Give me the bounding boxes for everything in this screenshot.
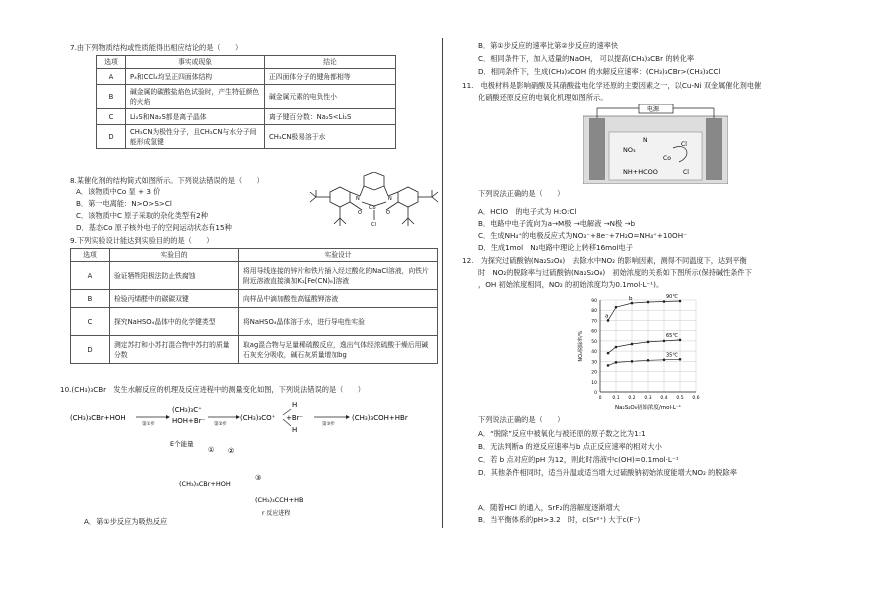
y-tick-label: 40 <box>591 350 597 356</box>
series-label: 90℃ <box>666 294 678 301</box>
q11-stem-line: 化硝酸还原反应的电氧化机理如图所示。 <box>478 93 608 102</box>
y-tick-label: 60 <box>591 329 597 335</box>
x-axis-label: Na₂S₂O₈初始浓度/mol·L⁻¹ <box>615 405 681 411</box>
eq-step-3: 第③步 <box>322 422 336 427</box>
table-cell: 将用导线连接的锌片和铁片插入经过酸化的NaCl溶液，向铁片附近溶液直接滴加K₃[Fe(CN)₆]溶液 <box>239 262 438 290</box>
q9-stem: 9.下列实验设计能达到实验目的的是（ ） <box>70 236 214 245</box>
table-cell: Li₂S和Na₂S都是离子晶体 <box>126 109 265 125</box>
label-nh: NH+HCOO <box>623 168 658 176</box>
q12-option-b: B．无法判断a 的逆反应速率与b 点正反应速率的相对大小 <box>478 442 662 451</box>
table-cell: 探究NaHSO₄晶体中的化学键类型 <box>110 308 239 336</box>
header-cell: 实验设计 <box>239 249 438 262</box>
data-point <box>615 361 618 364</box>
eq-start: (CH₃)₃CBr+HOH <box>70 414 126 422</box>
data-point <box>607 364 610 367</box>
x-tick-label: 0.3 <box>644 396 652 401</box>
table-cell: CH₃CN极易溶于水 <box>265 125 396 149</box>
q10-mechanism-figure <box>62 398 440 533</box>
table-cell: B <box>71 290 110 308</box>
bottom-option-b: B．当平衡体系的pH>3.2 时，c(Sr²⁺) 大于c(F⁻) <box>478 515 641 524</box>
q12-option-c: C．若 b 点对应的pH 为12，则此时溶液中c(OH)=0.1mol·L⁻¹ <box>478 455 679 464</box>
table-row <box>97 69 396 85</box>
label-cl: Cl <box>681 141 687 148</box>
q11-option-c: C．生成NH₄⁺的电极反应式为NO₃⁻+8e⁻+7H₂O=NH₄⁺+10OH⁻ <box>478 231 687 240</box>
eq-h: H <box>292 426 298 434</box>
table-cell: A <box>71 262 110 290</box>
series-line <box>608 359 680 365</box>
table-cell: CH₃CN为极性分子，且CH₃CN与水分子间能形成氢键 <box>126 125 265 149</box>
q8-catalyst-structure <box>302 172 452 232</box>
y-tick-label: 0 <box>594 391 597 396</box>
column-divider <box>442 38 443 528</box>
q12-stem-line: 时 NO₂的脱除率与过硫酸钠(Na₂S₂O₈) 初始浓度的关系如下图所示(保持碱性条件下 <box>478 268 752 277</box>
label-n: N <box>388 196 392 202</box>
data-point <box>631 302 634 305</box>
table-row <box>71 290 438 308</box>
data-point <box>663 359 666 362</box>
data-point <box>647 341 650 344</box>
y-tick-label: 20 <box>591 370 597 376</box>
table-cell: 取ag混合物与足量稀硫酸反应，逸出气体经浓硫酸干燥后用碱石灰充分吸收，碱石灰质量增加bg <box>239 336 438 364</box>
eq-int2: (CH₃)₃CO⁺ <box>240 414 276 422</box>
label-cl: Cl <box>371 222 376 228</box>
q10-option-d: D．相同条件下，生成(CH₃)₃COH 的水解反应速率：(CH₃)₃CBr>(CH₃)₃CCl <box>478 67 721 76</box>
q12-option-a: A．“脱除”反应中被氧化与被还原的原子数之比为1:1 <box>478 429 646 438</box>
table-cell: 验证牺牲阳极法防止铁腐蚀 <box>110 262 239 290</box>
table-cell: 碱金属元素的电负性小 <box>265 85 396 109</box>
table-header <box>71 249 438 262</box>
eq-product: (CH₃)₃COH+HBr <box>352 414 408 422</box>
q10-option-c: C．相同条件下，加入适量的NaOH， 可以提高(CH₃)₃CBr 的转化率 <box>478 54 695 63</box>
table-header <box>97 56 396 69</box>
data-point <box>607 352 610 355</box>
data-point <box>679 358 682 361</box>
table-cell: C <box>97 109 126 125</box>
label-n: N <box>356 196 360 202</box>
series-line <box>608 301 680 320</box>
y-axis-label: NO₂脱除率/% <box>578 330 584 362</box>
q7-stem: 7.由下列物质结构或性质能得出相应结论的是（ ） <box>70 43 243 52</box>
table-cell: 检验丙烯醛中的碳碳双键 <box>110 290 239 308</box>
data-point <box>631 360 634 363</box>
y-tick-label: 10 <box>591 380 597 386</box>
y-tick-label: 80 <box>591 309 597 315</box>
table-cell: P₄和CCl₄均呈正四面体结构 <box>126 69 265 85</box>
mark-1: ① <box>208 446 215 454</box>
series-label: 65℃ <box>666 332 678 339</box>
q12-option-d: D．其他条件相同时，适当升温或适当增大过硫酸钠初始浓度能增大NO₂ 的脱除率 <box>478 468 737 477</box>
q8-stem: 8.某催化剂的结构简式如图所示。下列说法错误的是（ ） <box>70 176 264 185</box>
table-cell: 测定苏打和小苏打混合物中苏打的质量分数 <box>110 336 239 364</box>
q12-stem-line: 12. 为探究过硫酸钠(Na₂S₂O₈) 去除水中NO₂ 的影响因素，测得不同温度下，达到平衡 <box>462 256 747 265</box>
table-cell: 将NaHSO₄晶体溶于水，进行导电性实验 <box>239 308 438 336</box>
table-row <box>71 336 438 364</box>
table-row <box>97 109 396 125</box>
bottom-option-a: A．随着HCl 的通入，SrF₂的溶解度逐渐增大 <box>478 503 620 512</box>
data-point <box>647 359 650 362</box>
x-tick-label: 0 <box>598 396 602 401</box>
eq-br: +Br⁻ <box>286 414 304 422</box>
q8-option-c: C．该物质中C 原子采取的杂化类型有2种 <box>76 211 208 220</box>
data-point <box>679 300 682 303</box>
q11-electrolysis-figure <box>583 104 728 184</box>
eq-int1-top: (CH₃)₃C⁺ <box>172 406 202 414</box>
progress-label: r 反应进程 <box>262 510 291 517</box>
data-point <box>615 346 618 349</box>
table-cell: B <box>97 85 126 109</box>
y-tick-label: 50 <box>591 339 597 345</box>
table-cell: D <box>97 125 126 149</box>
table-cell: 向样品中滴加酸性高锰酸钾溶液 <box>239 290 438 308</box>
header-cell: 选项 <box>97 56 126 69</box>
header-cell: 实验目的 <box>110 249 239 262</box>
label-o: O <box>386 210 390 216</box>
label-co: Co <box>663 155 671 162</box>
table-cell: A <box>97 69 126 85</box>
data-point <box>663 340 666 343</box>
x-tick-label: 0.1 <box>612 396 620 401</box>
data-point <box>647 301 650 304</box>
table-cell: D <box>71 336 110 364</box>
q11-option-a: A．HClO 的电子式为 H:O:Cl <box>478 207 577 216</box>
point-label: a <box>605 313 609 320</box>
q8-option-b: B．第一电离能：N>O>S>Cl <box>76 199 172 208</box>
q10-option-b: B．第①步反应的速率比第②步反应的速率快 <box>478 41 619 50</box>
table-row <box>97 85 396 109</box>
y-tick-label: 90 <box>591 299 597 304</box>
q11-ask: 下列说法正确的是（ ） <box>478 189 565 198</box>
label-n: N <box>643 137 648 144</box>
eq-int1-bottom: HOH+Br⁻ <box>172 417 206 425</box>
series-label: 35℃ <box>666 352 678 359</box>
data-point <box>607 319 610 322</box>
header-cell: 选项 <box>71 249 110 262</box>
header-cell: 事实或现象 <box>126 56 265 69</box>
species-right: (CH₃)₃CCH+HB <box>255 496 304 504</box>
table-row <box>71 308 438 336</box>
q11-option-b: B．电路中电子流向为a→M极 →电解液 →N极 →b <box>478 219 636 228</box>
table-cell: 正四面体分子的键角都相等 <box>265 69 396 85</box>
q11-stem-line: 11. 电极材料是影响硝酸及其硝酸盐电化学还原的主要因素之一，以Cu-Ni 双金属催化剂电催 <box>462 81 762 90</box>
data-point <box>631 343 634 346</box>
q12-ask: 下列说法正确的是（ ） <box>478 415 565 424</box>
q12-stem-line: ，OH 初始浓度相同，NO₂ 的初始浓度均为0.1mol·L⁻¹)。 <box>478 280 664 289</box>
label-no3: NO₃ <box>623 146 636 154</box>
q10-option-a: A．第①步反应为吸热反应 <box>84 517 168 526</box>
x-tick-label: 0.5 <box>676 396 684 401</box>
y-tick-label: 30 <box>591 360 597 366</box>
point-label: b <box>629 296 633 303</box>
data-point <box>663 300 666 303</box>
header-cell: 结论 <box>265 56 396 69</box>
label-co: Co <box>369 205 376 211</box>
x-tick-label: 0.2 <box>628 396 636 401</box>
table-cell: C <box>71 308 110 336</box>
eq-step-1: 第①步 <box>142 422 156 427</box>
y-tick-label: 70 <box>591 319 597 325</box>
eq-h: H <box>292 401 298 409</box>
q9-table <box>70 248 438 364</box>
q8-option-a: A．该物质中Co 显 + 3 价 <box>76 187 161 196</box>
q8-option-d: D．基态Co 原子核外电子的空间运动状态有15种 <box>76 223 232 232</box>
label-cl: Cl <box>683 169 689 176</box>
x-tick-label: 0.6 <box>692 396 700 401</box>
q7-table <box>96 55 396 149</box>
q10-stem: 10.(CH₃)₃CBr 发生水解反应的机理及反应进程中的测量变化如图，下列说法错误的是（ ） <box>60 385 365 394</box>
data-point <box>615 306 618 309</box>
energy-axis-label: E个能量 <box>170 440 194 448</box>
label-o: O <box>358 210 362 216</box>
species-left: (CH₃)₃CBr+HOH <box>179 480 231 488</box>
table-row <box>71 262 438 290</box>
q11-option-d: D．生成1mol N₂电路中理论上转移16mol电子 <box>478 243 633 252</box>
mark-2: ② <box>228 447 235 455</box>
q12-removal-rate-chart <box>574 292 704 417</box>
mark-3: ③ <box>255 474 262 482</box>
power-supply-label: 电源 <box>647 106 660 113</box>
eq-step-2: 第②步 <box>214 422 228 427</box>
data-point <box>679 339 682 342</box>
table-row <box>97 125 396 149</box>
table-cell: 碱金属的碳酸盐焰色试验时，产生特征颜色的火焰 <box>126 85 265 109</box>
x-tick-label: 0.4 <box>660 396 668 401</box>
table-cell: 离子键百分数：Na₂S<Li₂S <box>265 109 396 125</box>
